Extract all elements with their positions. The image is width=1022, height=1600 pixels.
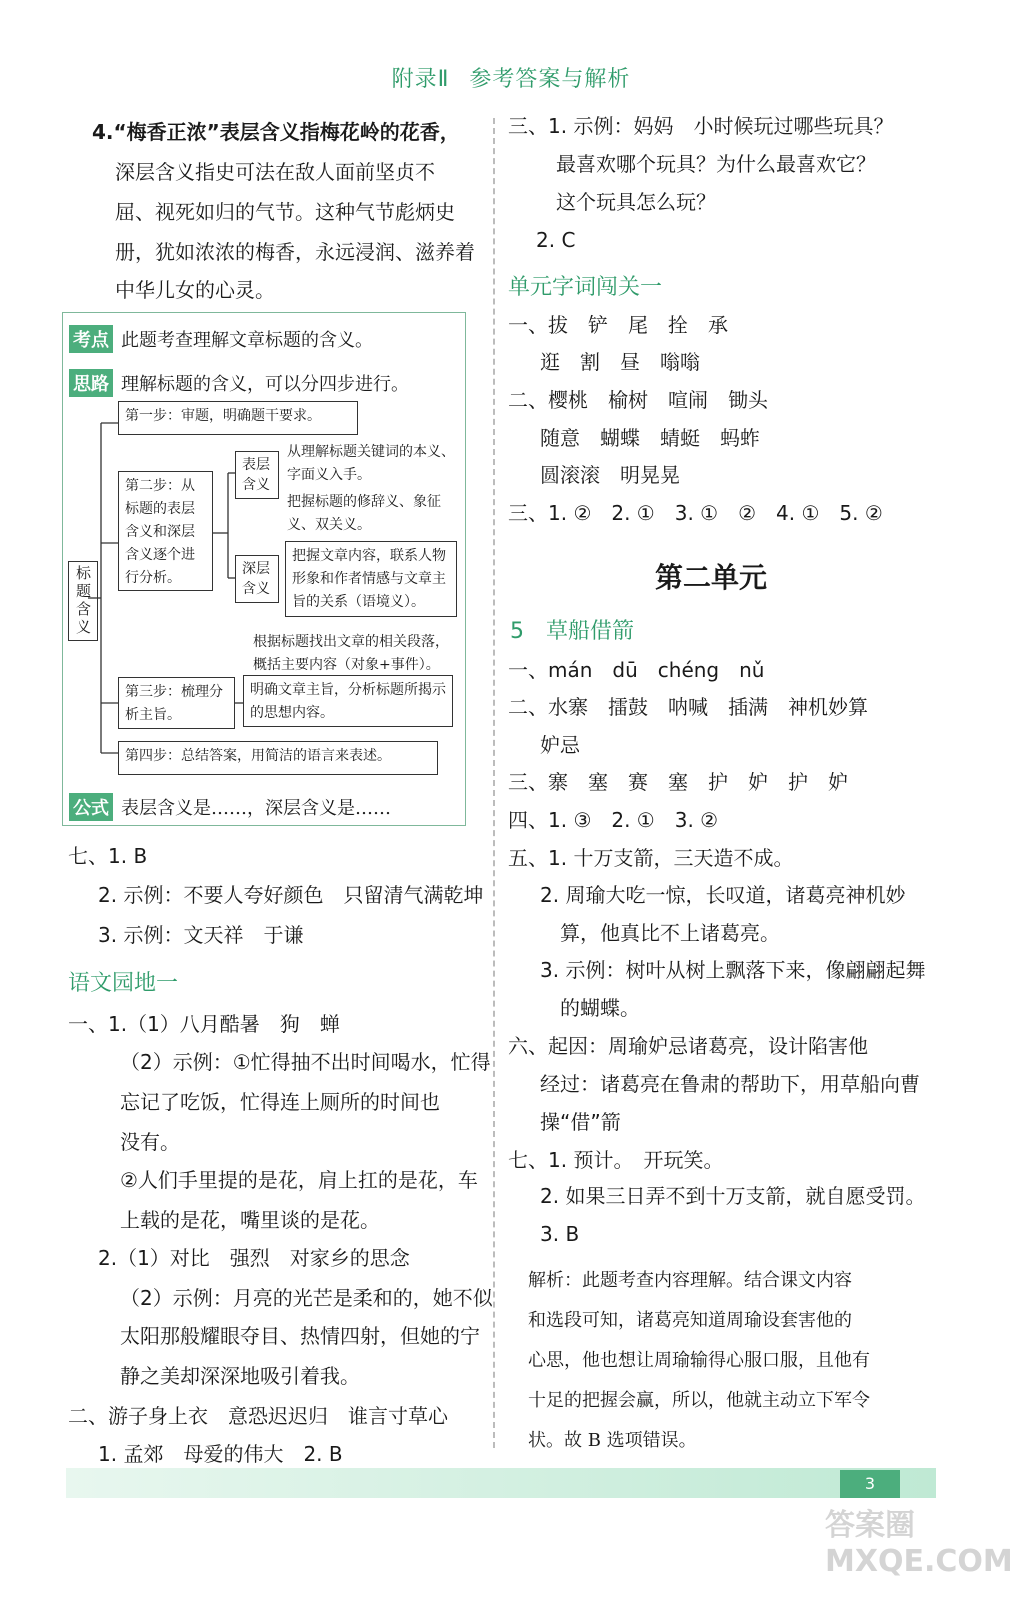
yw-line: （2）示例：①忙得抽不出时间喝水，忙得: [120, 1050, 491, 1074]
san-line: 最喜欢哪个玩具？为什么最喜欢它？: [556, 152, 876, 176]
l5-line: 3. 示例：树叶从树上飘落下来，像翩翩起舞: [540, 958, 926, 982]
yw-line: 太阳那般耀眼夺目、热情四射，但她的宁: [120, 1324, 480, 1348]
yw-line: （2）示例：月亮的光芒是柔和的，她不似: [120, 1286, 493, 1310]
dy-line: 一、拔 铲 尾 拴 承: [508, 313, 728, 337]
q4-line: 深层含义指史可法在敌人面前坚贞不: [115, 160, 435, 184]
yw-line: 静之美却深深地吸引着我。: [120, 1364, 360, 1388]
gongshi-row: [69, 793, 391, 821]
yw-line: 没有。: [120, 1130, 180, 1154]
step4-node: 第四步：总结答案，用简洁的语言来表述。: [118, 741, 438, 775]
biaoceng-note: 从理解标题关键词的本义、字面义入手。: [287, 444, 455, 483]
step2-node: 第二步：从标题的表层含义和深层含义逐个进行分析。: [118, 471, 213, 591]
yw-line: 忘记了吃饭，忙得连上厕所的时间也: [120, 1090, 440, 1114]
l5-line: 六、起因：周瑜妒忌诸葛亮，设计陷害他: [508, 1034, 868, 1058]
yw-line: 2.（1）对比 强烈 对家乡的思念: [98, 1246, 410, 1270]
jiexi-line: 状。故 B 选项错误。: [528, 1430, 697, 1451]
l5-line: 2. 如果三日弄不到十万支箭，就自愿受罚。: [540, 1184, 926, 1208]
watermark: 答案圈 MXQE.COM: [825, 1508, 1013, 1579]
san-line: 三、1. 示例：妈妈 小时候玩过哪些玩具？: [508, 114, 894, 138]
yw-line: 1. 孟郊 母爱的伟大 2. B: [98, 1442, 343, 1466]
dy-line: 二、樱桃 榆树 喧闹 锄头: [508, 388, 768, 412]
step1-node: 第一步：审题，明确题干要求。: [118, 401, 358, 435]
silu-text: 理解标题的含义，可以分四步进行。: [121, 374, 409, 395]
column-divider: [493, 118, 495, 1448]
l5-line: 3. B: [540, 1222, 580, 1246]
lesson-title: 5 草船借箭: [510, 619, 634, 644]
shenceng-note-1: 把握标题的修辞义、象征义、双关义。: [287, 494, 441, 533]
q7-line: 2. 示例：不要人夸好颜色 只留清气满乾坤: [98, 883, 484, 907]
step3-note-2: 明确文章主旨，分析标题所揭示的思想内容。: [243, 675, 453, 727]
l5-line: 妒忌: [540, 733, 580, 757]
san-line: 2. C: [536, 228, 576, 252]
l5-line: 四、1. ③ 2. ① 3. ②: [508, 808, 719, 832]
shenceng-note-2: 把握文章内容，联系人物形象和作者情感与文章主旨的关系（语境义）。: [285, 541, 457, 617]
q7-line: 3. 示例：文天祥 于谦: [98, 923, 304, 947]
yw-line: 上载的是花，嘴里谈的是花。: [120, 1208, 380, 1232]
q4-line: 中华儿女的心灵。: [115, 278, 275, 302]
step3-node: 第三步：梳理分析主旨。: [118, 677, 235, 729]
step3-note-1: 根据标题找出文章的相关段落，概括主要内容（对象+事件）。: [253, 634, 449, 673]
footer-band: [66, 1468, 936, 1498]
section-title-yuwen: 语文园地一: [68, 971, 179, 996]
jiexi-line: 心思，他也想让周瑜输得心服口服，且他有: [528, 1350, 870, 1371]
l5-line: 二、水寨 擂鼓 呐喊 插满 神机妙算: [508, 695, 868, 719]
silu-tag: 思路: [69, 369, 113, 397]
l5-line: 算，他真比不上诸葛亮。: [560, 921, 780, 945]
jiexi-line: 十足的把握会赢，所以，他就主动立下军令: [528, 1390, 870, 1411]
section-title-danyuan: 单元字词闯关一: [508, 275, 663, 300]
kaodian-tag: 考点: [69, 325, 113, 353]
page-header: [0, 62, 1022, 93]
dy-line: 三、1. ② 2. ① 3. ① ② 4. ① 5. ②: [508, 501, 883, 525]
yw-line: 二、游子身上衣 意恐迟迟归 谁言寸草心: [68, 1404, 448, 1428]
san-line: 这个玩具怎么玩？: [556, 190, 716, 214]
appendix-label: 附录Ⅱ: [391, 67, 450, 92]
q4-line: 4.“梅香正浓”表层含义指梅花岭的花香，: [92, 120, 460, 144]
l5-line: 经过：诸葛亮在鲁肃的帮助下，用草船向曹: [540, 1072, 920, 1096]
l5-line: 一、mán dū chéng nǔ: [508, 658, 765, 682]
gongshi-text: 表层含义是……，深层含义是……: [121, 798, 391, 819]
unit-title: 第二单元: [655, 561, 768, 594]
page-number: 3: [840, 1470, 900, 1498]
l5-line: 七、1. 预计。 开玩笑。: [508, 1148, 724, 1172]
dy-line: 圆滚滚 明晃晃: [540, 463, 680, 487]
l5-line: 的蝴蝶。: [560, 996, 640, 1020]
q7-line: 七、1. B: [68, 844, 148, 868]
l5-line: 五、1. 十万支箭，三天造不成。: [508, 846, 794, 870]
dy-line: 逛 割 昼 嗡嗡: [540, 350, 700, 374]
l5-line: 三、寨 塞 赛 塞 护 妒 护 妒: [508, 770, 848, 794]
q4-line: 屈、视死如归的气节。这种气节彪炳史: [115, 200, 455, 224]
analysis-box: [62, 312, 466, 826]
yw-line: 一、1.（1）八月酷暑 狗 蝉: [68, 1012, 340, 1036]
kaodian-text: 此题考查理解文章标题的含义。: [121, 330, 373, 351]
l5-line: 操“借”箭: [540, 1110, 621, 1134]
jiexi-line: 和选段可知，诸葛亮知道周瑜设套害他的: [528, 1310, 852, 1331]
header-title: 参考答案与解析: [469, 67, 631, 92]
l5-line: 2. 周瑜大吃一惊，长叹道，诸葛亮神机妙: [540, 883, 906, 907]
gongshi-tag: 公式: [69, 793, 113, 821]
jiexi-line: 解析：此题考查内容理解。结合课文内容: [528, 1270, 852, 1291]
yw-line: ②人们手里提的是花，肩上扛的是花，车: [120, 1168, 478, 1192]
dy-line: 随意 蝴蝶 蜻蜓 蚂蚱: [540, 426, 760, 450]
q4-line: 册，犹如浓浓的梅香，永远浸润、滋养着: [115, 240, 475, 264]
shenceng-node: 深层含义: [235, 555, 279, 603]
root-node: 标题含义: [68, 561, 98, 641]
biaoceng-node: 表层含义: [235, 451, 279, 499]
